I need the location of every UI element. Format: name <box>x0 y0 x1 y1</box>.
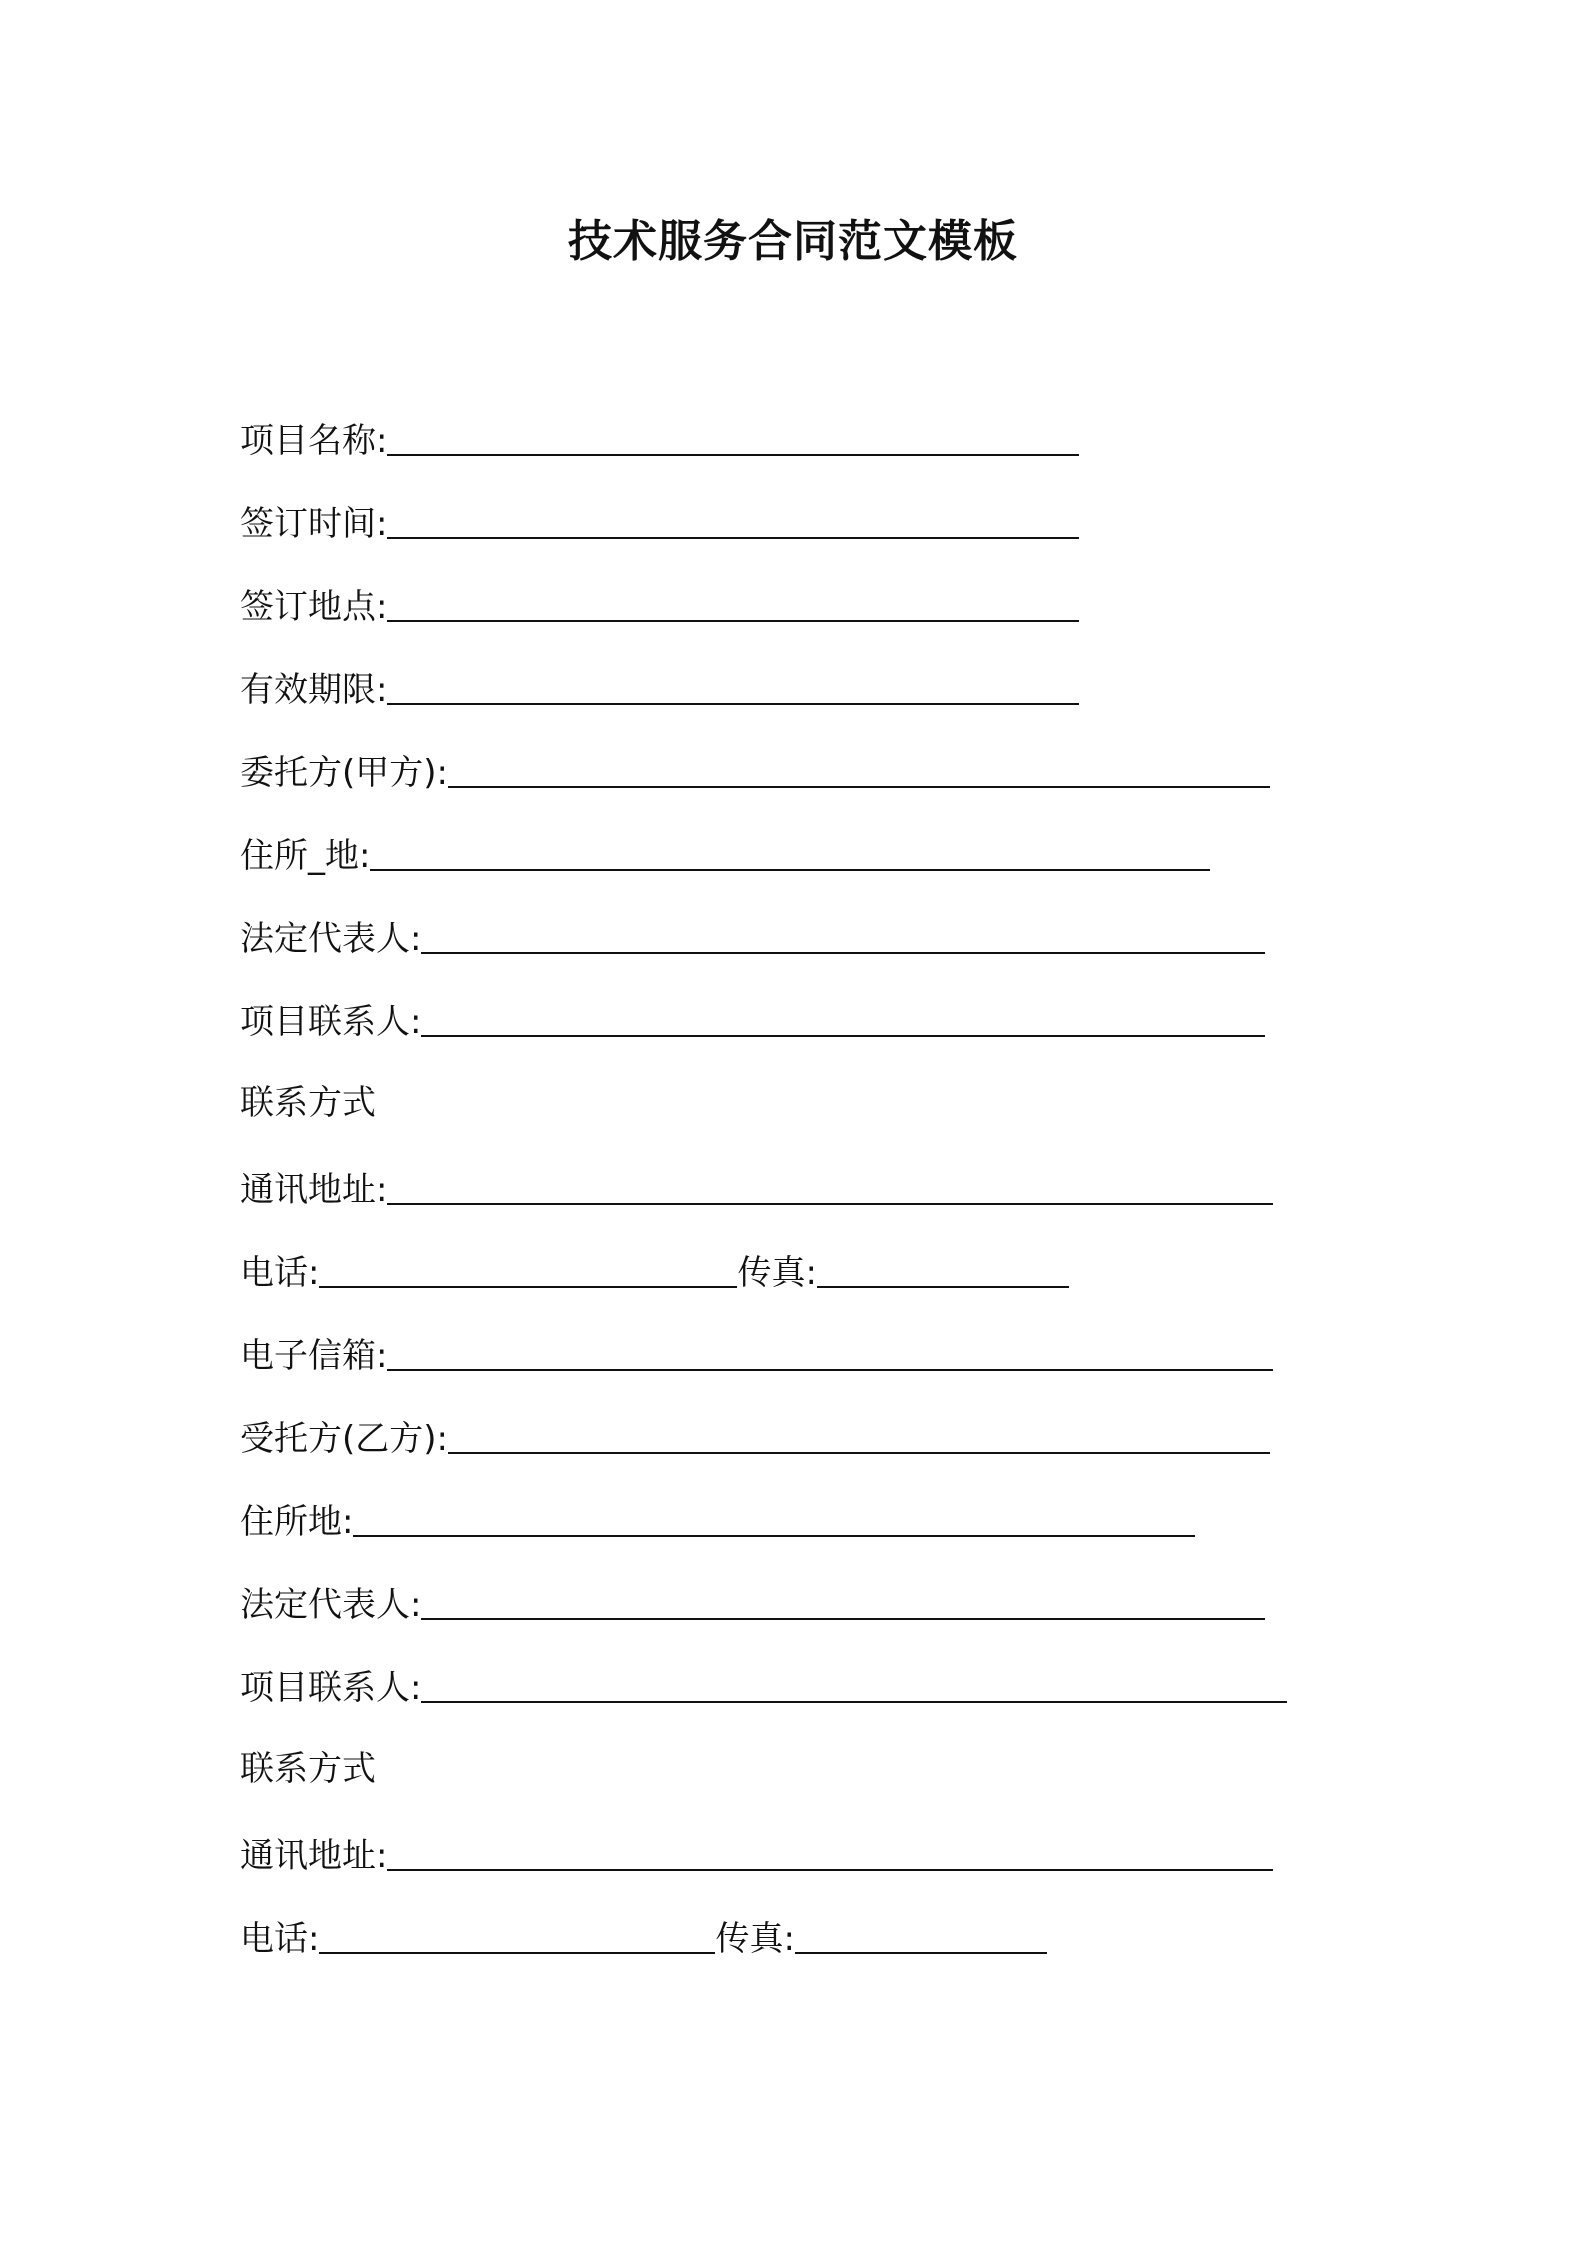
b-phone-label: 电话: <box>240 1919 320 1959</box>
party-a-field <box>240 746 1270 796</box>
b-legal-rep-blank[interactable] <box>421 1618 1265 1620</box>
a-phone-blank[interactable] <box>319 1286 737 1288</box>
party-a-blank[interactable] <box>448 786 1270 788</box>
a-contact-field <box>240 995 1265 1045</box>
sign-place-label: 签订地点: <box>240 587 388 627</box>
project-name-field <box>240 414 1079 464</box>
a-email-blank[interactable] <box>387 1369 1273 1371</box>
project-name-label: 项目名称: <box>240 421 388 461</box>
b-contact-blank[interactable] <box>421 1701 1287 1703</box>
a-mail-address-blank[interactable] <box>387 1203 1273 1205</box>
party-b-field <box>240 1412 1270 1462</box>
a-legal-rep-label: 法定代表人: <box>240 919 422 959</box>
b-address-label: 住所地: <box>240 1502 354 1542</box>
b-address-field <box>240 1495 1195 1545</box>
b-mail-address-blank[interactable] <box>387 1869 1273 1871</box>
a-phone-label: 电话: <box>240 1253 320 1293</box>
a-fax-blank[interactable] <box>817 1286 1069 1288</box>
b-fax-blank[interactable] <box>795 1952 1047 1954</box>
project-name-blank[interactable] <box>387 454 1079 456</box>
sign-place-field <box>240 580 1079 630</box>
validity-blank[interactable] <box>387 703 1079 705</box>
sign-date-field <box>240 497 1079 547</box>
a-email-label: 电子信箱: <box>240 1336 388 1376</box>
a-address-label: 住所_地: <box>240 836 371 876</box>
a-contact-label: 项目联系人: <box>240 1002 422 1042</box>
a-mail-address-field <box>240 1163 1273 1213</box>
a-address-blank[interactable] <box>370 869 1210 871</box>
party-a-label: 委托方(甲方): <box>240 753 448 793</box>
party-b-label: 受托方(乙方): <box>240 1419 448 1459</box>
sign-place-blank[interactable] <box>387 620 1079 622</box>
document-title: 技术服务合同范文模板 <box>568 216 1018 267</box>
a-contact-blank[interactable] <box>421 1035 1265 1037</box>
validity-label: 有效期限: <box>240 670 388 710</box>
b-address-blank[interactable] <box>353 1535 1195 1537</box>
a-legal-rep-blank[interactable] <box>421 952 1265 954</box>
b-fax-label: 传真: <box>715 1919 795 1959</box>
a-phone-fax-field <box>240 1246 1069 1296</box>
party-b-blank[interactable] <box>448 1452 1270 1454</box>
a-address-field <box>240 829 1210 879</box>
b-contact-heading: 联系方式 <box>240 1749 376 1789</box>
a-email-field <box>240 1329 1273 1379</box>
sign-date-blank[interactable] <box>387 537 1079 539</box>
a-mail-address-label: 通讯地址: <box>240 1170 388 1210</box>
b-phone-blank[interactable] <box>319 1952 715 1954</box>
a-contact-heading: 联系方式 <box>240 1083 376 1123</box>
b-mail-address-field <box>240 1829 1273 1879</box>
validity-field <box>240 663 1079 713</box>
b-legal-rep-field <box>240 1578 1265 1628</box>
b-mail-address-label: 通讯地址: <box>240 1836 388 1876</box>
a-fax-label: 传真: <box>737 1253 817 1293</box>
b-phone-fax-field <box>240 1912 1047 1962</box>
b-contact-label: 项目联系人: <box>240 1668 422 1708</box>
sign-date-label: 签订时间: <box>240 504 388 544</box>
b-contact-field <box>240 1661 1287 1711</box>
b-legal-rep-label: 法定代表人: <box>240 1585 422 1625</box>
a-legal-rep-field <box>240 912 1265 962</box>
